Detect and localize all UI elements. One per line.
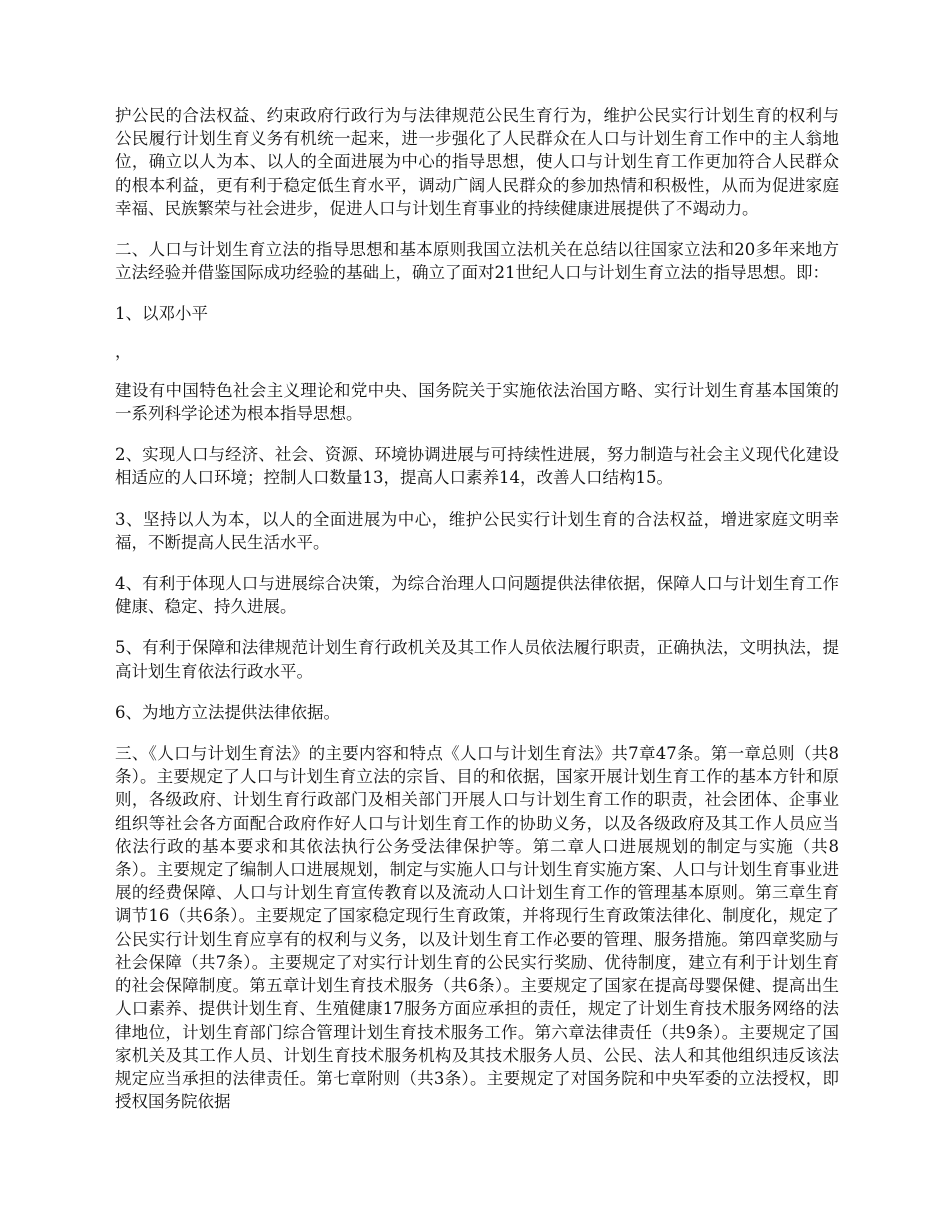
paragraph-item-2: 2、实现人口与经济、社会、资源、环境协调进展与可持续性进展，努力制造与社会主义现代化建设相适应的人口环境；控制人口数量13，提高人口素养14，改善人口结构15。 xyxy=(115,445,839,488)
paragraph-item-1-continued: 建设有中国特色社会主义理论和党中央、国务院关于实施依法治国方略、实行计划生育基本国策的一系列科学论述为根本指导思想。 xyxy=(115,380,839,424)
paragraph-item-5: 5、有利于保障和法律规范计划生育行政机关及其工作人员依法履行职责，正确执法，文明执法，提高计划生育依法行政水平。 xyxy=(115,638,839,681)
paragraph-item-6: 6、为地方立法提供法律依据。 xyxy=(115,702,340,722)
paragraph-item-4: 4、有利于体现人口与进展综合决策，为综合治理人口问题提供法律依据，保障人口与计划生育工作健康、稳定、持久进展。 xyxy=(115,574,839,617)
paragraph-comma: ， xyxy=(115,341,132,361)
paragraph-item-3: 3、坚持以人为本，以人的全面进展为中心，维护公民实行计划生育的合法权益，增进家庭文明幸福，不断提高人民生活水平。 xyxy=(115,509,839,552)
document-body xyxy=(115,104,839,1113)
paragraph-section-2-heading: 二、人口与计划生育立法的指导思想和基本原则我国立法机关在总结以往国家立法和20多年来地方立法经验并借鉴国际成功经验的基础上，确立了面对21世纪人口与计划生育立法的指导思想。即： xyxy=(115,240,839,283)
paragraph-section-3: 三、《人口与计划生育法》的主要内容和特点《人口与计划生育法》共7章47条。第一章总则（共8条）。主要规定了人口与计划生育立法的宗旨、目的和依据，国家开展计划生育工作的基本方针和原则，各级政府、计划生育行政部门及相关部门开展人口与计划生育工作的职责，社会团体、企事业组织等社会各方面配合政府作好人口与计划生育工作的协助义务，以及各级政府及其工作人员应当依法行政的基本要求和其依法执行公务受法律保护等。第二章人口进展规划的制定与实施（共8条）。主要规定了编制人口进展规划，制定与实施人口与计划生育实施方案、人口与计划生育事业进展的经费保障、人口与计划生育宣传教育以及流动人口计划生育工作的管理基本原则。第三章生育调节16（共6条）。主要规定了国家稳定现行生育政策，并将现行生育政策法律化、制度化，规定了公民实行计划生育应享有的权利与义务，以及计划生育工作必要的管理、服务措施。第四章奖励与社会保障（共7条）。主要规定了对实行计划生育的公民实行奖励、优待制度，建立有利于计划生育的社会保障制度。第五章计划生育技术服务（共6条）。主要规定了国家在提高母婴保健、提高出生人口素养、提供计划生育、生殖健康17服务方面应承担的责任，规定了计划生育技术服务网络的法律地位，计划生育部门综合管理计划生育技术服务工作。第六章法律责任（共9条）。主要规定了国家机关及其工作人员、计划生育技术服务机构及其技术服务人员、公民、法人和其他组织违反该法规定应当承担的法律责任。第七章附则（共3条）。主要规定了对国务院和中央军委的立法授权，即授权国务院依据 xyxy=(115,744,839,1112)
paragraph-item-1: 1、以邓小平 xyxy=(115,304,208,324)
paragraph-intro: 护公民的合法权益、约束政府行政行为与法律规范公民生育行为，维护公民实行计划生育的权利与公民履行计划生育义务有机统一起来，进一步强化了人民群众在人口与计划生育工作中的主人翁地位，确立以人为本、以人的全面进展为中心的指导思想，使人口与计划生育工作更加符合人民群众的根本利益，更有利于稳定低生育水平，调动广阔人民群众的参加热情和积极性，从而为促进家庭幸福、民族繁荣与社会进步，促进人口与计划生育事业的持续健康进展提供了不竭动力。 xyxy=(115,106,839,218)
